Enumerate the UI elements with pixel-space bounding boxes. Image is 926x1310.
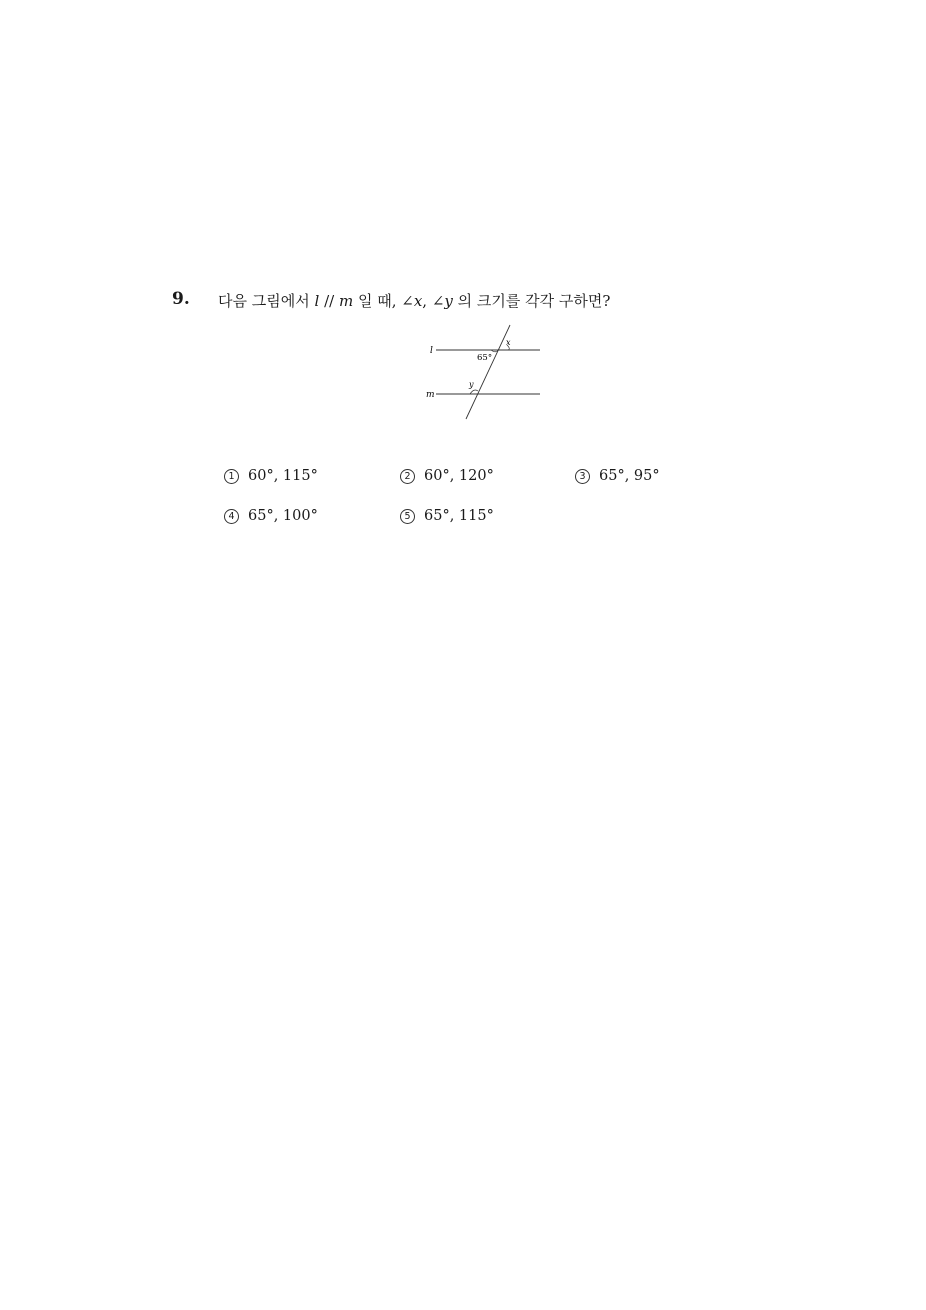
choice-text-2: 60°, 120° <box>424 468 494 484</box>
choice-1[interactable] <box>224 468 318 484</box>
question-comma: , ∠ <box>422 292 445 310</box>
choice-3[interactable] <box>575 468 660 484</box>
choice-4[interactable] <box>224 508 318 524</box>
choice-marker-5: 5 <box>400 509 415 524</box>
choice-text-5: 65°, 115° <box>424 508 494 524</box>
angle-x-symbol: x <box>413 292 423 310</box>
label-x: x <box>506 338 511 347</box>
question-number: 9. <box>172 289 190 309</box>
label-m: m <box>426 390 435 400</box>
line-m-symbol: m <box>338 292 354 310</box>
angle-y-arc <box>470 390 478 394</box>
label-65: 65° <box>477 353 493 363</box>
choice-5[interactable] <box>400 508 494 524</box>
choice-marker-3: 3 <box>575 469 590 484</box>
angle-y-symbol: y <box>444 292 453 310</box>
line-l-symbol: l <box>314 292 320 310</box>
choice-marker-4: 4 <box>224 509 239 524</box>
choice-marker-1: 1 <box>224 469 239 484</box>
choice-marker-2: 2 <box>400 469 415 484</box>
question-suffix: 의 크기를 각각 구하면? <box>452 292 611 310</box>
parallel-symbol: // <box>319 292 339 310</box>
choice-text-4: 65°, 100° <box>248 508 318 524</box>
choice-text-1: 60°, 115° <box>248 468 318 484</box>
choice-text-3: 65°, 95° <box>599 468 660 484</box>
question-text <box>218 290 610 311</box>
transversal-line <box>466 325 510 419</box>
label-l: l <box>430 346 433 356</box>
question-middle: 일 때, ∠ <box>353 292 414 310</box>
label-y: y <box>469 380 474 389</box>
parallel-lines-figure <box>420 320 550 424</box>
choice-2[interactable] <box>400 468 494 484</box>
question-prefix: 다음 그림에서 <box>218 292 315 310</box>
